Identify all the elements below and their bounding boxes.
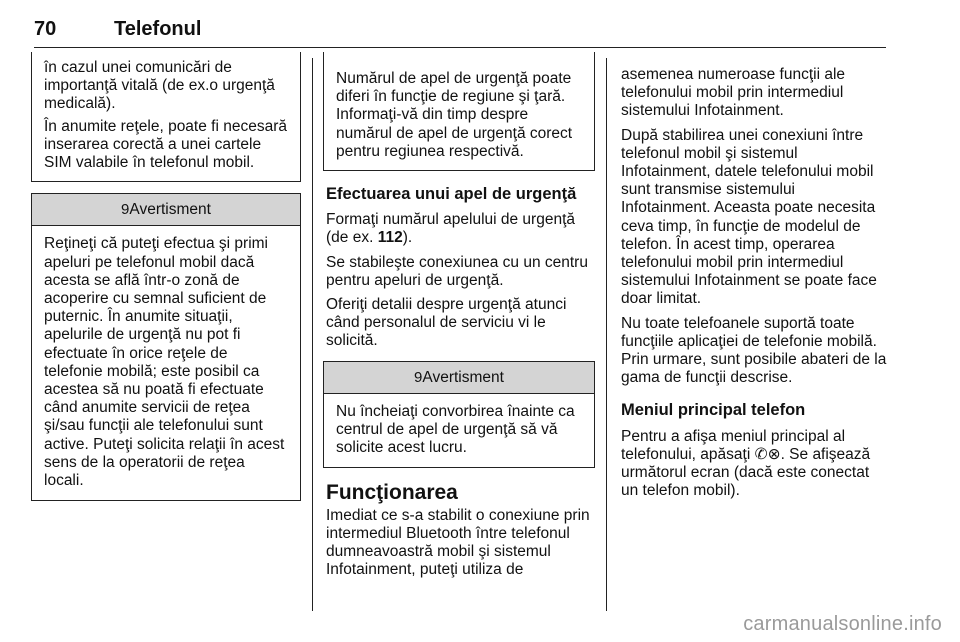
paragraph: După stabilirea unei conexiuni între telefonul mobil şi sistemul Infotainment, datele telefonului mobil sunt transmise sistemului Infotainment. Aceasta poate necesita ceva timp, în funcţie de modelul de telefon. În acest timp, operarea telefonului mobil prin intermediul sistemului Infotainment se poate face doar limitat. <box>621 126 877 308</box>
page-number: 70 <box>34 18 57 40</box>
section-heading-emergency-call: Efectuarea unui apel de urgenţă <box>326 185 577 204</box>
paragraph: Imediat ce s-a stabilit o conexiune prin intermediul Bluetooth între telefonul dumneavoastră mobil şi sistemul Infotainment, puteţi utiliza de <box>326 506 590 579</box>
column-3 <box>621 66 887 506</box>
paragraph: Nu toate telefoanele suportă toate funcţiile aplicaţiei de telefonie mobilă. Prin urmare, sunt posibile abateri de la gama de funcţii descrise. <box>621 314 887 387</box>
warning-box <box>31 193 301 501</box>
note-box <box>31 52 301 182</box>
section-heading-operation: Funcţionarea <box>326 481 458 505</box>
paragraph: Formaţi numărul apelului de urgenţă (de ex. 112). <box>326 211 575 247</box>
note-paragraph: În anumite reţele, poate fi necesară inserarea corectă a unei cartele SIM valabile în telefonul mobil. <box>44 117 287 172</box>
paragraph: asemenea numeroase funcţii ale telefonului mobil prin intermediul sistemului Infotainment. <box>621 66 846 120</box>
page-header <box>34 18 886 46</box>
emergency-number: 112 <box>377 229 403 247</box>
watermark: carmanualsonline.info <box>743 613 942 635</box>
note-paragraph: în cazul unei comunicări de importanţă vitală (de ex.o urgenţă medicală). <box>44 59 275 113</box>
column-2 <box>326 52 592 585</box>
warning-header <box>324 362 594 394</box>
note-paragraph: Numărul de apel de urgenţă poate diferi în funcţie de regiune şi ţară. Informaţi-vă din timp despre numărul de apel de urgenţă corect pentru regiunea respectivă. <box>336 70 573 160</box>
column-divider-1 <box>312 58 313 611</box>
page-title: Telefonul <box>114 18 202 40</box>
warning-header <box>32 194 300 226</box>
section-heading-phone-menu: Meniul principal telefon <box>621 401 806 420</box>
warning-box <box>323 361 595 469</box>
header-rule <box>34 47 886 48</box>
paragraph: Se stabileşte conexiunea cu un centru pentru apeluri de urgenţă. <box>326 253 588 289</box>
warning-title: Avertisment <box>129 201 211 219</box>
warning-text: Reţineţi că puteţi efectua şi primi apeluri pe telefonul mobil dacă acesta se află într-o zonă de acoperire cu semnal suficient de puternic. În anumite situaţii, apelurile de urgenţă nu pot fi efectuate în orice reţele de telefonie mobilă; este posibil ca acestea să nu poată fi efectuate când anumite servicii de reţea şi/sau funcţii ale telefonului sunt active. Puteţi solicita relaţii în acest sens de la operatorii de reţea locali. <box>44 235 285 490</box>
note-box <box>323 52 595 171</box>
phone-button-icon: ✆⊗ <box>754 445 781 463</box>
paragraph: Oferiţi detalii despre urgenţă atunci când personalul de serviciu vi le solicită. <box>326 296 567 350</box>
column-1 <box>34 52 298 501</box>
warning-text: Nu încheiaţi convorbirea înainte ca centrul de apel de urgenţă să vă solicite acest lucru. <box>336 402 575 457</box>
warning-icon: 9 <box>414 368 423 386</box>
paragraph: Pentru a afişa meniul principal al telefonului, apăsaţi ✆⊗. Se afişează următorul ecran (dacă este conectat un telefon mobil). <box>621 427 871 500</box>
warning-title: Avertisment <box>422 368 504 386</box>
warning-icon: 9 <box>121 201 130 219</box>
column-divider-2 <box>606 58 607 611</box>
